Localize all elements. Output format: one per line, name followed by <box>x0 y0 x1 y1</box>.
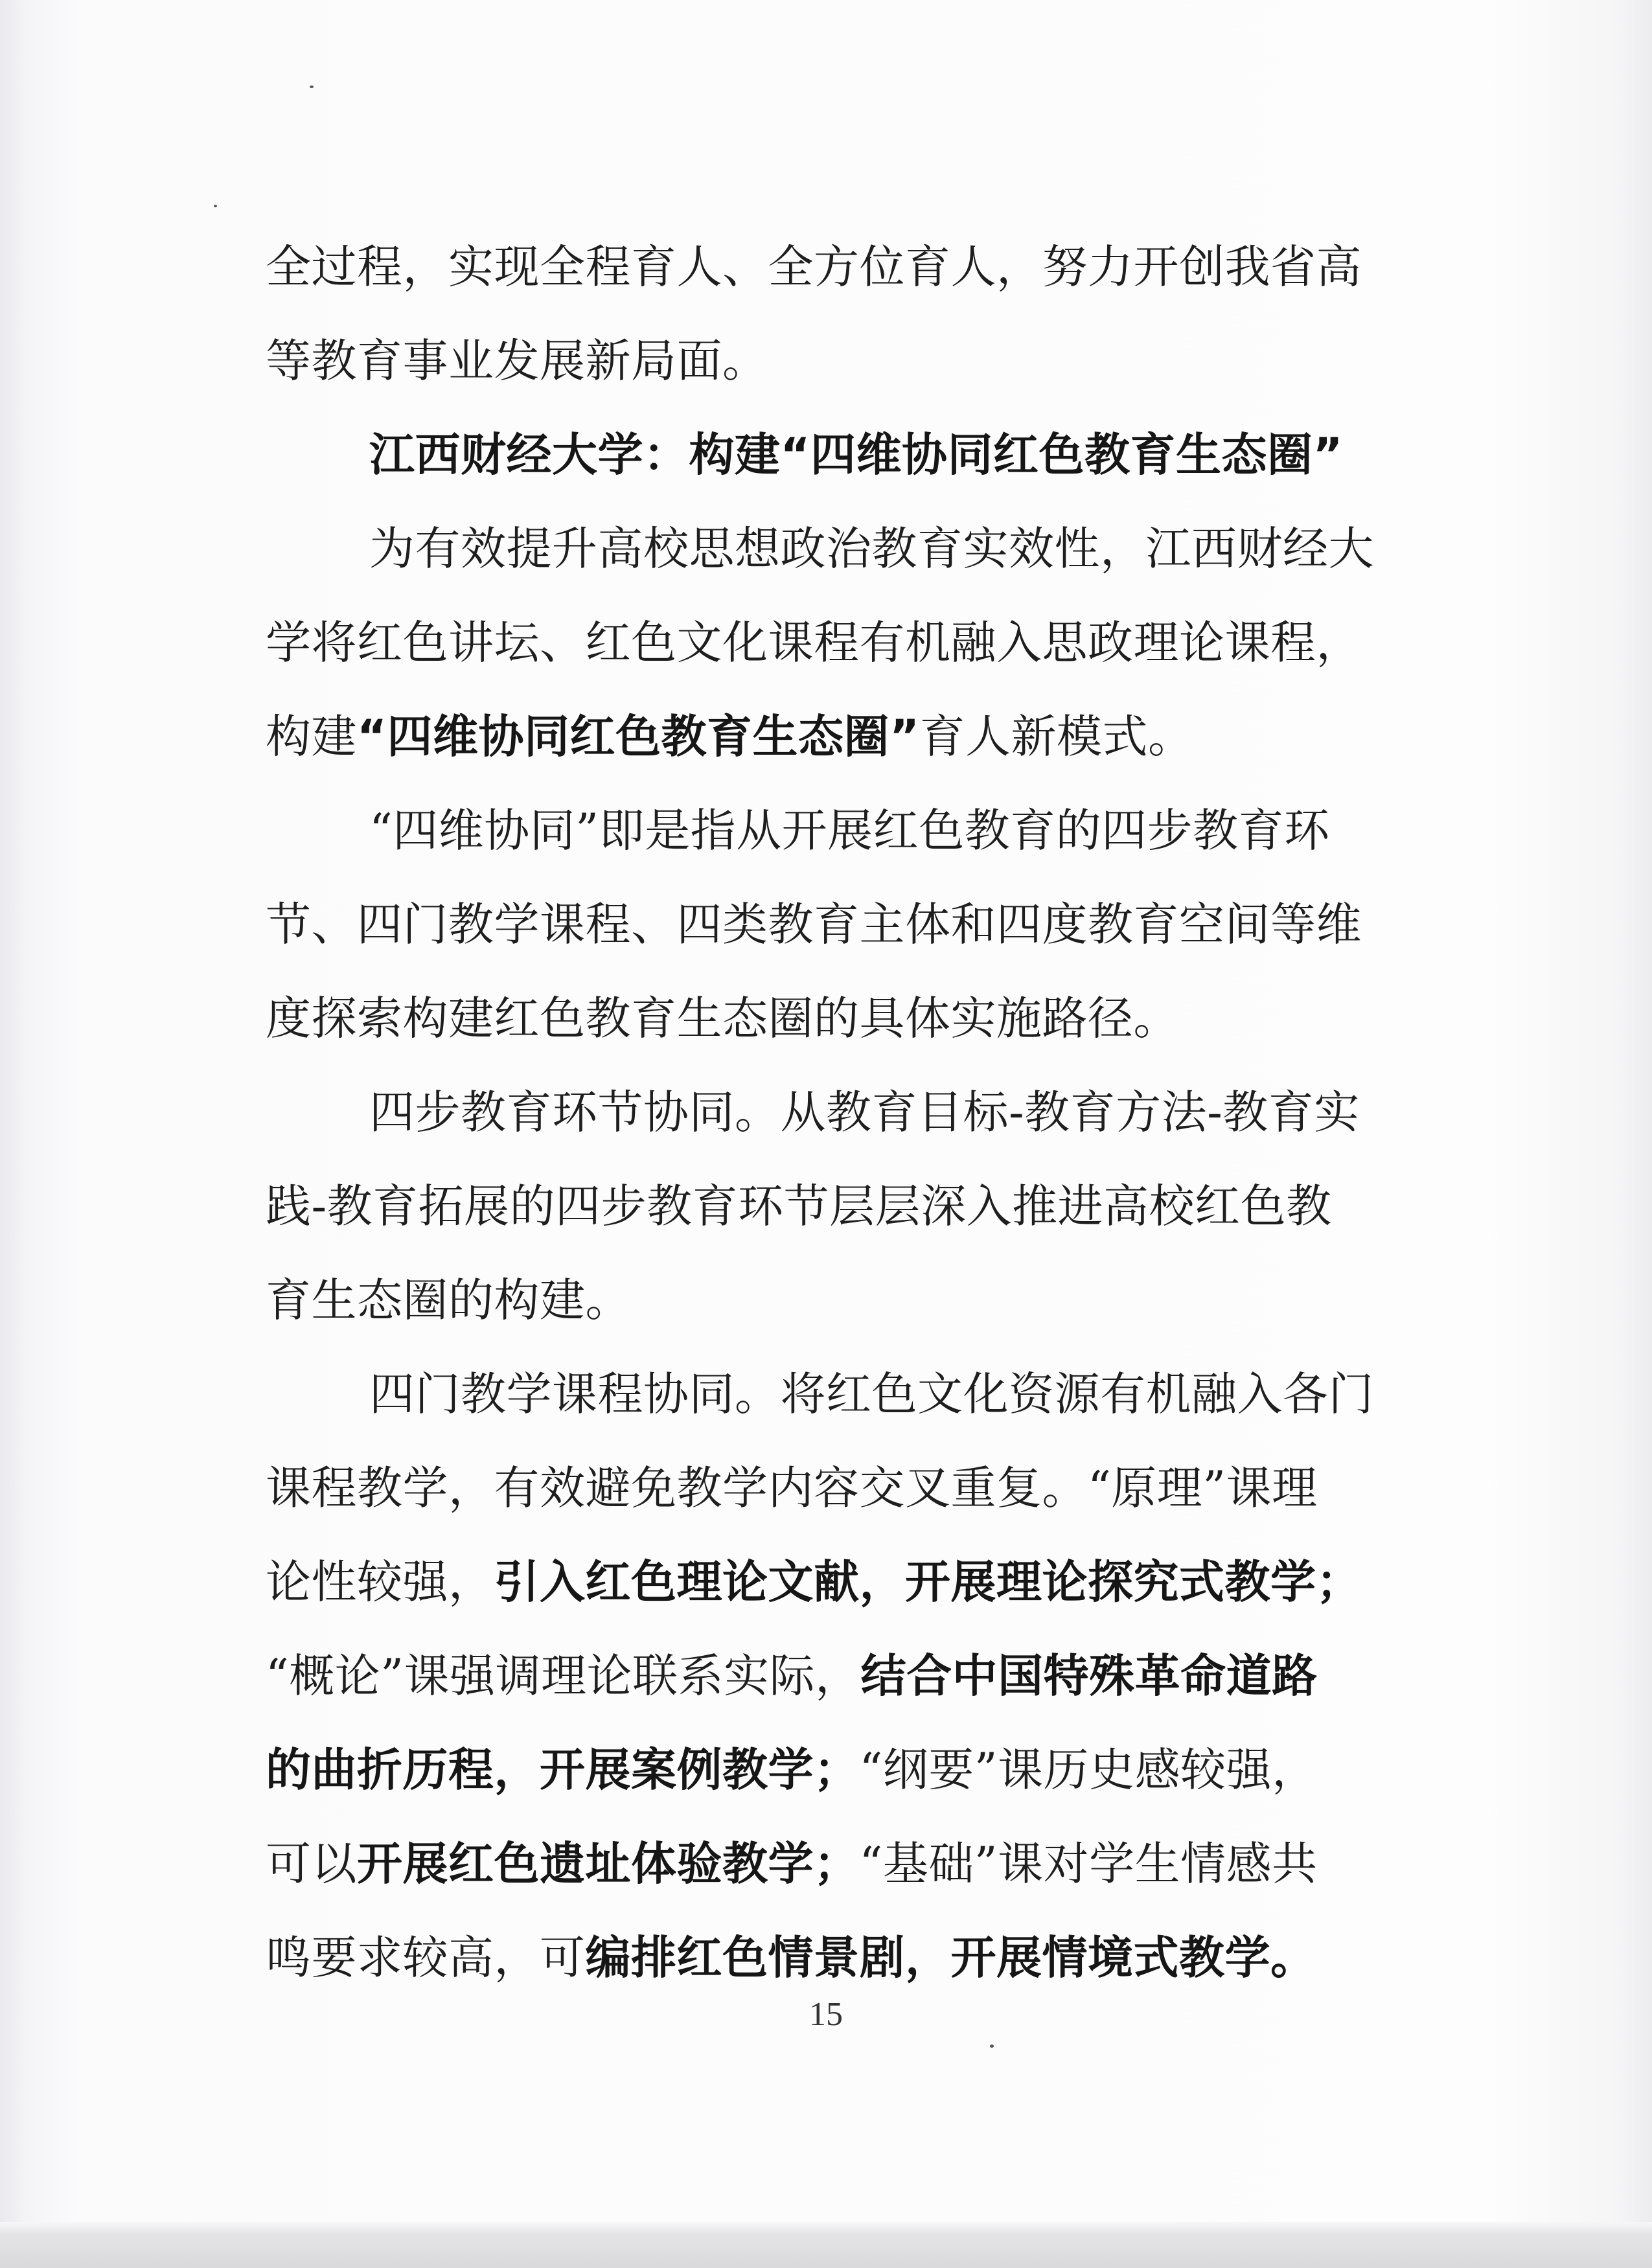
text-segment: 构建 <box>266 710 357 763</box>
text-line <box>266 1629 1451 1723</box>
bold-text-segment: 引入红色理论文献，开展理论探究式教学； <box>494 1555 1362 1609</box>
section-heading <box>266 408 1451 502</box>
text-line <box>266 690 1451 784</box>
text-segment: 可以 <box>266 1837 357 1890</box>
text-segment: 践-教育拓展的四步教育环节层层深入推进高校红色教 <box>266 1180 1332 1233</box>
text-line <box>266 502 1451 596</box>
scan-edge <box>0 2222 1652 2268</box>
bold-text-segment: 开展红色遗址体验教学； <box>357 1837 860 1890</box>
text-line <box>266 596 1451 690</box>
text-segment: “基础”课对学生情感共 <box>859 1837 1318 1890</box>
text-line <box>266 972 1451 1066</box>
text-segment: 为有效提升高校思想政治教育实效性，江西财经大 <box>369 522 1374 575</box>
text-segment: 学将红色讲坛、红色文化课程有机融入思政理论课程， <box>266 616 1362 669</box>
text-line <box>266 1911 1451 2005</box>
text-line <box>266 878 1451 972</box>
text-line <box>266 1817 1451 1911</box>
scan-speck <box>214 205 217 207</box>
scan-speck <box>990 2045 994 2048</box>
text-line <box>266 1347 1451 1441</box>
bold-text-segment: “四维协同红色教育生态圈” <box>357 710 920 763</box>
text-line <box>266 784 1451 878</box>
text-segment: 课程教学，有效避免教学内容交叉重复。“原理”课理 <box>266 1461 1318 1515</box>
bold-text-segment: 结合中国特殊革命道路 <box>860 1649 1318 1702</box>
bold-text-segment: 编排红色情景剧，开展情境式教学。 <box>585 1931 1316 1984</box>
text-line <box>266 1535 1451 1629</box>
text-segment: 度探索构建红色教育生态圈的具体实施路径。 <box>266 992 1179 1045</box>
text-line <box>266 314 1451 408</box>
text-segment: 四门教学课程协同。将红色文化资源有机融入各门 <box>369 1368 1374 1421</box>
text-segment: 等教育事业发展新局面。 <box>266 334 768 387</box>
text-segment: 育人新模式。 <box>919 710 1194 763</box>
text-line <box>266 1254 1451 1347</box>
text-segment: 四步教育环节协同。从教育目标-教育方法-教育实 <box>369 1086 1360 1139</box>
bold-text-segment: 江西财经大学：构建“四维协同红色教育生态圈” <box>369 428 1344 481</box>
text-line <box>266 1723 1451 1817</box>
text-segment: “概论”课强调理论联系实际， <box>266 1649 861 1702</box>
scan-speck <box>310 86 314 88</box>
bold-text-segment: 的曲折历程，开展案例教学； <box>266 1743 860 1796</box>
text-line <box>266 1441 1451 1535</box>
text-line <box>266 220 1451 314</box>
text-line <box>266 1066 1451 1160</box>
text-segment: “四维协同”即是指从开展红色教育的四步教育环 <box>369 804 1330 857</box>
document-body <box>266 220 1451 2005</box>
text-segment: 论性较强， <box>266 1555 494 1609</box>
text-line <box>266 1160 1451 1254</box>
text-segment: 全过程，实现全程育人、全方位育人，努力开创我省高 <box>266 240 1362 293</box>
text-segment: 育生态圈的构建。 <box>266 1274 631 1327</box>
text-segment: 鸣要求较高，可 <box>266 1931 586 1984</box>
text-segment: 节、四门教学课程、四类教育主体和四度教育空间等维 <box>266 898 1362 951</box>
text-segment: “纲要”课历史感较强， <box>859 1743 1318 1796</box>
page-number: 15 <box>809 1996 843 2033</box>
